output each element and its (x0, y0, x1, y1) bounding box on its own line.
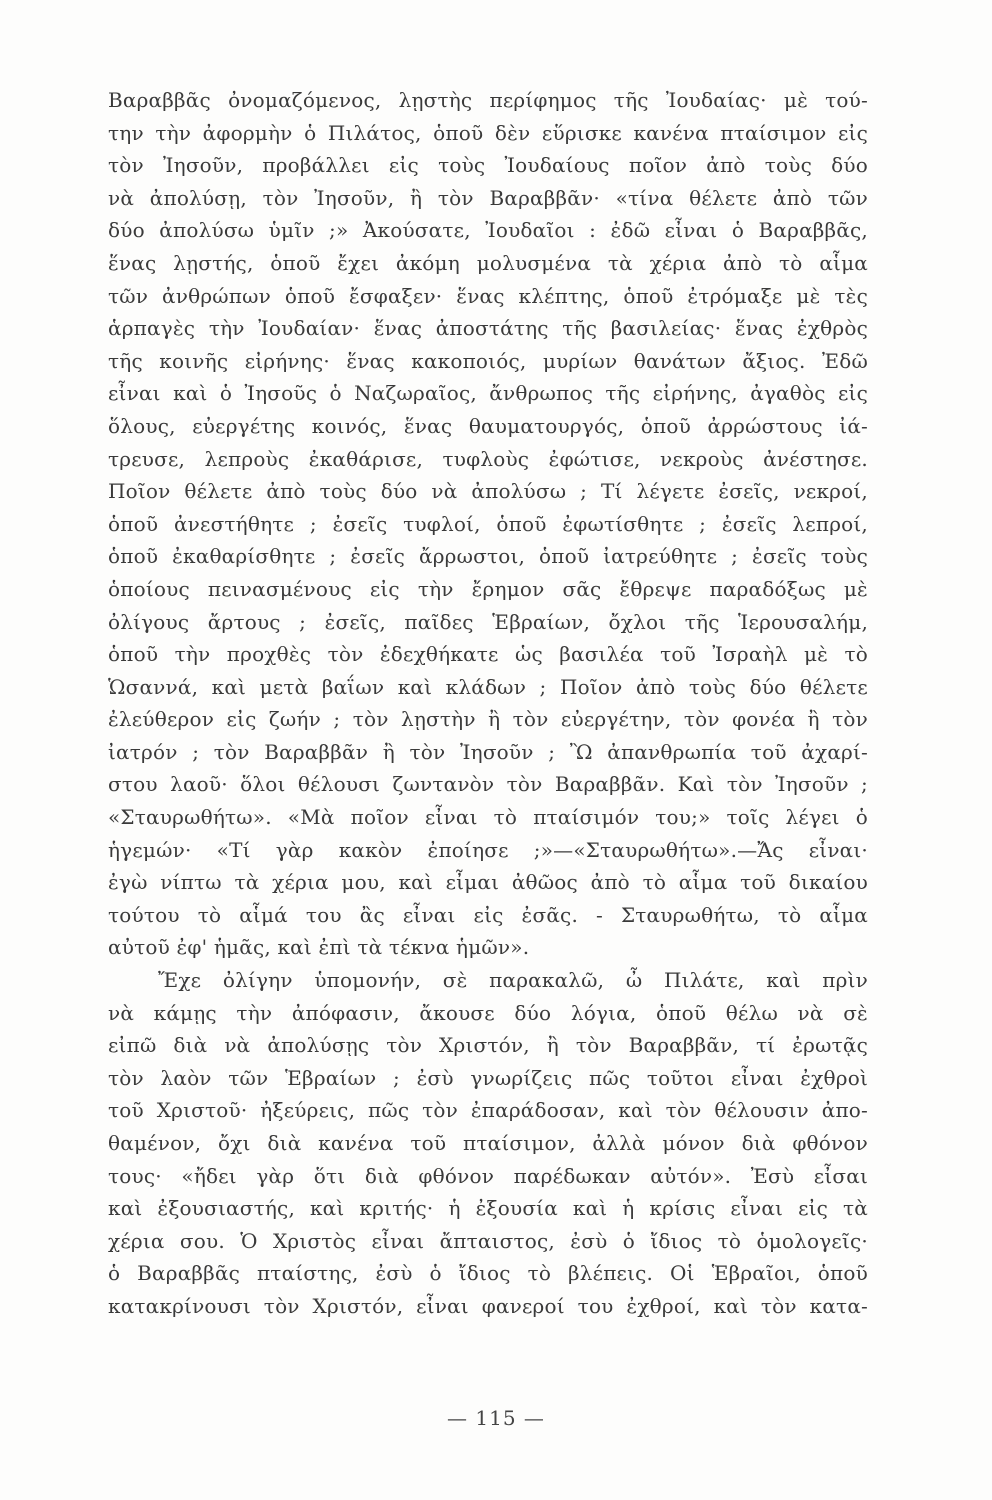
text-line: τους· «ἤδει γὰρ ὅτι διὰ φθόνον παρέδωκαν αὐτόν». Ἐσὺ εἶσαι (108, 1163, 868, 1188)
text-line: ὀλίγους ἄρτους ; ἐσεῖς, παῖδες Ἑβραίων, ὄχλοι τῆς Ἱερουσαλήμ, (108, 609, 868, 634)
text-line: «Σταυρωθήτω». «Μὰ ποῖον εἶναι τὸ πταίσιμόν του;» τοῖς λέγει ὁ (108, 805, 868, 830)
text-line: νὰ κάμῃς τὴν ἀπόφασιν, ἄκουσε δύο λόγια, ὁποῦ θέλω νὰ σὲ (108, 1000, 868, 1025)
text-line: ἁρπαγὲς τὴν Ἰουδαίαν· ἕνας ἀποστάτης τῆς βασιλείας· ἕνας ἐχθρὸς (108, 316, 868, 341)
text-line: τρευσε, λεπροὺς ἐκαθάρισε, τυφλοὺς ἐφώτισε, νεκροὺς ἀνέστησε. (108, 446, 868, 471)
text-line: τῶν ἀνθρώπων ὁποῦ ἔσφαξεν· ἕνας κλέπτης, ὁποῦ ἐτρόμαξε μὲ τὲς (108, 283, 868, 308)
page-number: — 115 — (447, 1406, 545, 1430)
text-line: νὰ ἀπολύσῃ, τὸν Ἰησοῦν, ἢ τὸν Βαραββᾶν· «τίνα θέλετε ἀπὸ τῶν (108, 185, 868, 210)
text-line: ὁποῦ ἐκαθαρίσθητε ; ἐσεῖς ἄρρωστοι, ὁποῦ ἰατρεύθητε ; ἐσεῖς τοὺς (108, 544, 868, 569)
text-line: Ὡσαννά, καὶ μετὰ βαΐων καὶ κλάδων ; Ποῖον ἀπὸ τοὺς δύο θέλετε (108, 674, 868, 699)
text-line: τὸν λαὸν τῶν Ἑβραίων ; ἐσὺ γνωρίζεις πῶς τοῦτοι εἶναι ἐχθροὶ (108, 1065, 868, 1090)
text-line: τῆς κοινῆς εἰρήνης· ἕνας κακοποιός, μυρίων θανάτων ἄξιος. Ἐδῶ (108, 348, 868, 373)
text-line: τὸν Ἰησοῦν, προβάλλει εἰς τοὺς Ἰουδαίους ποῖον ἀπὸ τοὺς δύο (108, 153, 868, 178)
text-line: εἰπῶ διὰ νὰ ἀπολύσῃς τὸν Χριστόν, ἢ τὸν Βαραββᾶν, τί ἐρωτᾷς (108, 1033, 868, 1058)
text-line: ἐλεύθερον εἰς ζωήν ; τὸν λῃστὴν ἢ τὸν εὐεργέτην, τὸν φονέα ἢ τὸν (108, 707, 868, 732)
text-line: Ποῖον θέλετε ἀπὸ τοὺς δύο νὰ ἀπολύσω ; Τί λέγετε ἐσεῖς, νεκροί, (108, 479, 868, 504)
text-line: θαμένον, ὄχι διὰ κανένα τοῦ πταίσιμον, ἀλλὰ μόνον διὰ φθόνον (108, 1131, 868, 1155)
text-line: δύο ἀπολύσω ὑμῖν ;» Ἀκούσατε, Ἰουδαῖοι : ἐδῶ εἶναι ὁ Βαραββᾶς, (108, 218, 868, 243)
text-line: ὁποῦ τὴν προχθὲς τὸν ἐδεχθήκατε ὡς βασιλέα τοῦ Ἰσραὴλ μὲ τὸ (108, 642, 868, 667)
text-line: τοῦ Χριστοῦ· ἠξεύρεις, πῶς τὸν ἐπαράδοσαν, καὶ τὸν θέλουσιν ἀπο- (108, 1098, 868, 1123)
text-line: αὐτοῦ ἐφ' ἡμᾶς, καὶ ἐπὶ τὰ τέκνα ἡμῶν». (108, 935, 530, 960)
text-line: χέρια σου. Ὁ Χριστὸς εἶναι ἄπταιστος, ἐσὺ ὁ ἴδιος τὸ ὁμολογεῖς· (108, 1228, 868, 1253)
text-line: ἰατρόν ; τὸν Βαραββᾶν ἢ τὸν Ἰησοῦν ; Ὢ ἀπανθρωπία τοῦ ἀχαρί- (108, 739, 868, 764)
text-line: την τὴν ἀφορμὴν ὁ Πιλάτος, ὁποῦ δὲν εὕρισκε κανένα πταίσιμον εἰς (108, 120, 868, 145)
text-line: ἐγὼ νίπτω τὰ χέρια μου, καὶ εἶμαι ἀθῶος ἀπὸ τὸ αἷμα τοῦ δικαίου (108, 870, 868, 895)
text-line: στου λαοῦ· ὅλοι θέλουσι ζωντανὸν τὸν Βαραββᾶν. Καὶ τὸν Ἰησοῦν ; (108, 772, 868, 797)
text-line: ὁποίους πεινασμένους εἰς τὴν ἔρημον σᾶς ἔθρεψε παραδόξως μὲ (108, 576, 868, 601)
text-line: ἕνας λῃστής, ὁποῦ ἔχει ἀκόμη μολυσμένα τὰ χέρια ἀπὸ τὸ αἷμα (108, 250, 868, 275)
text-line: ὅλους, εὐεργέτης κοινός, ἕνας θαυματουργός, ὁποῦ ἀρρώστους ἰά- (108, 413, 868, 438)
text-line: Ἔχε ὀλίγην ὑπομονήν, σὲ παρακαλῶ, ὦ Πιλάτε, καὶ πρὶν (158, 968, 868, 993)
text-line: τούτου τὸ αἷμά του ἂς εἶναι εἰς ἐσᾶς. - Σταυρωθήτω, τὸ αἷμα (108, 902, 868, 927)
text-line: καὶ ἐξουσιαστής, καὶ κριτής· ἡ ἐξουσία καὶ ἡ κρίσις εἶναι εἰς τὰ (108, 1196, 868, 1221)
text-line: ὁποῦ ἀνεστήθητε ; ἐσεῖς τυφλοί, ὁποῦ ἐφωτίσθητε ; ἐσεῖς λεπροί, (108, 511, 868, 536)
text-line: ὁ Βαραββᾶς πταίστης, ἐσὺ ὁ ἴδιος τὸ βλέπεις. Οἱ Ἑβραῖοι, ὁποῦ (108, 1261, 868, 1286)
text-line: κατακρίνουσι τὸν Χριστόν, εἶναι φανεροί του ἐχθροί, καὶ τὸν κατα- (108, 1293, 868, 1318)
body-text (108, 84, 868, 1323)
text-line: εἶναι καὶ ὁ Ἰησοῦς ὁ Ναζωραῖος, ἄνθρωπος τῆς εἰρήνης, ἀγαθὸς εἰς (108, 381, 868, 406)
text-line: Βαραββᾶς ὀνομαζόμενος, λῃστὴς περίφημος τῆς Ἰουδαίας· μὲ τού- (108, 88, 868, 112)
text-line: ἡγεμών· «Τί γὰρ κακὸν ἐποίησε ;»—«Σταυρωθήτω».—Ἄς εἶναι· (108, 837, 868, 862)
